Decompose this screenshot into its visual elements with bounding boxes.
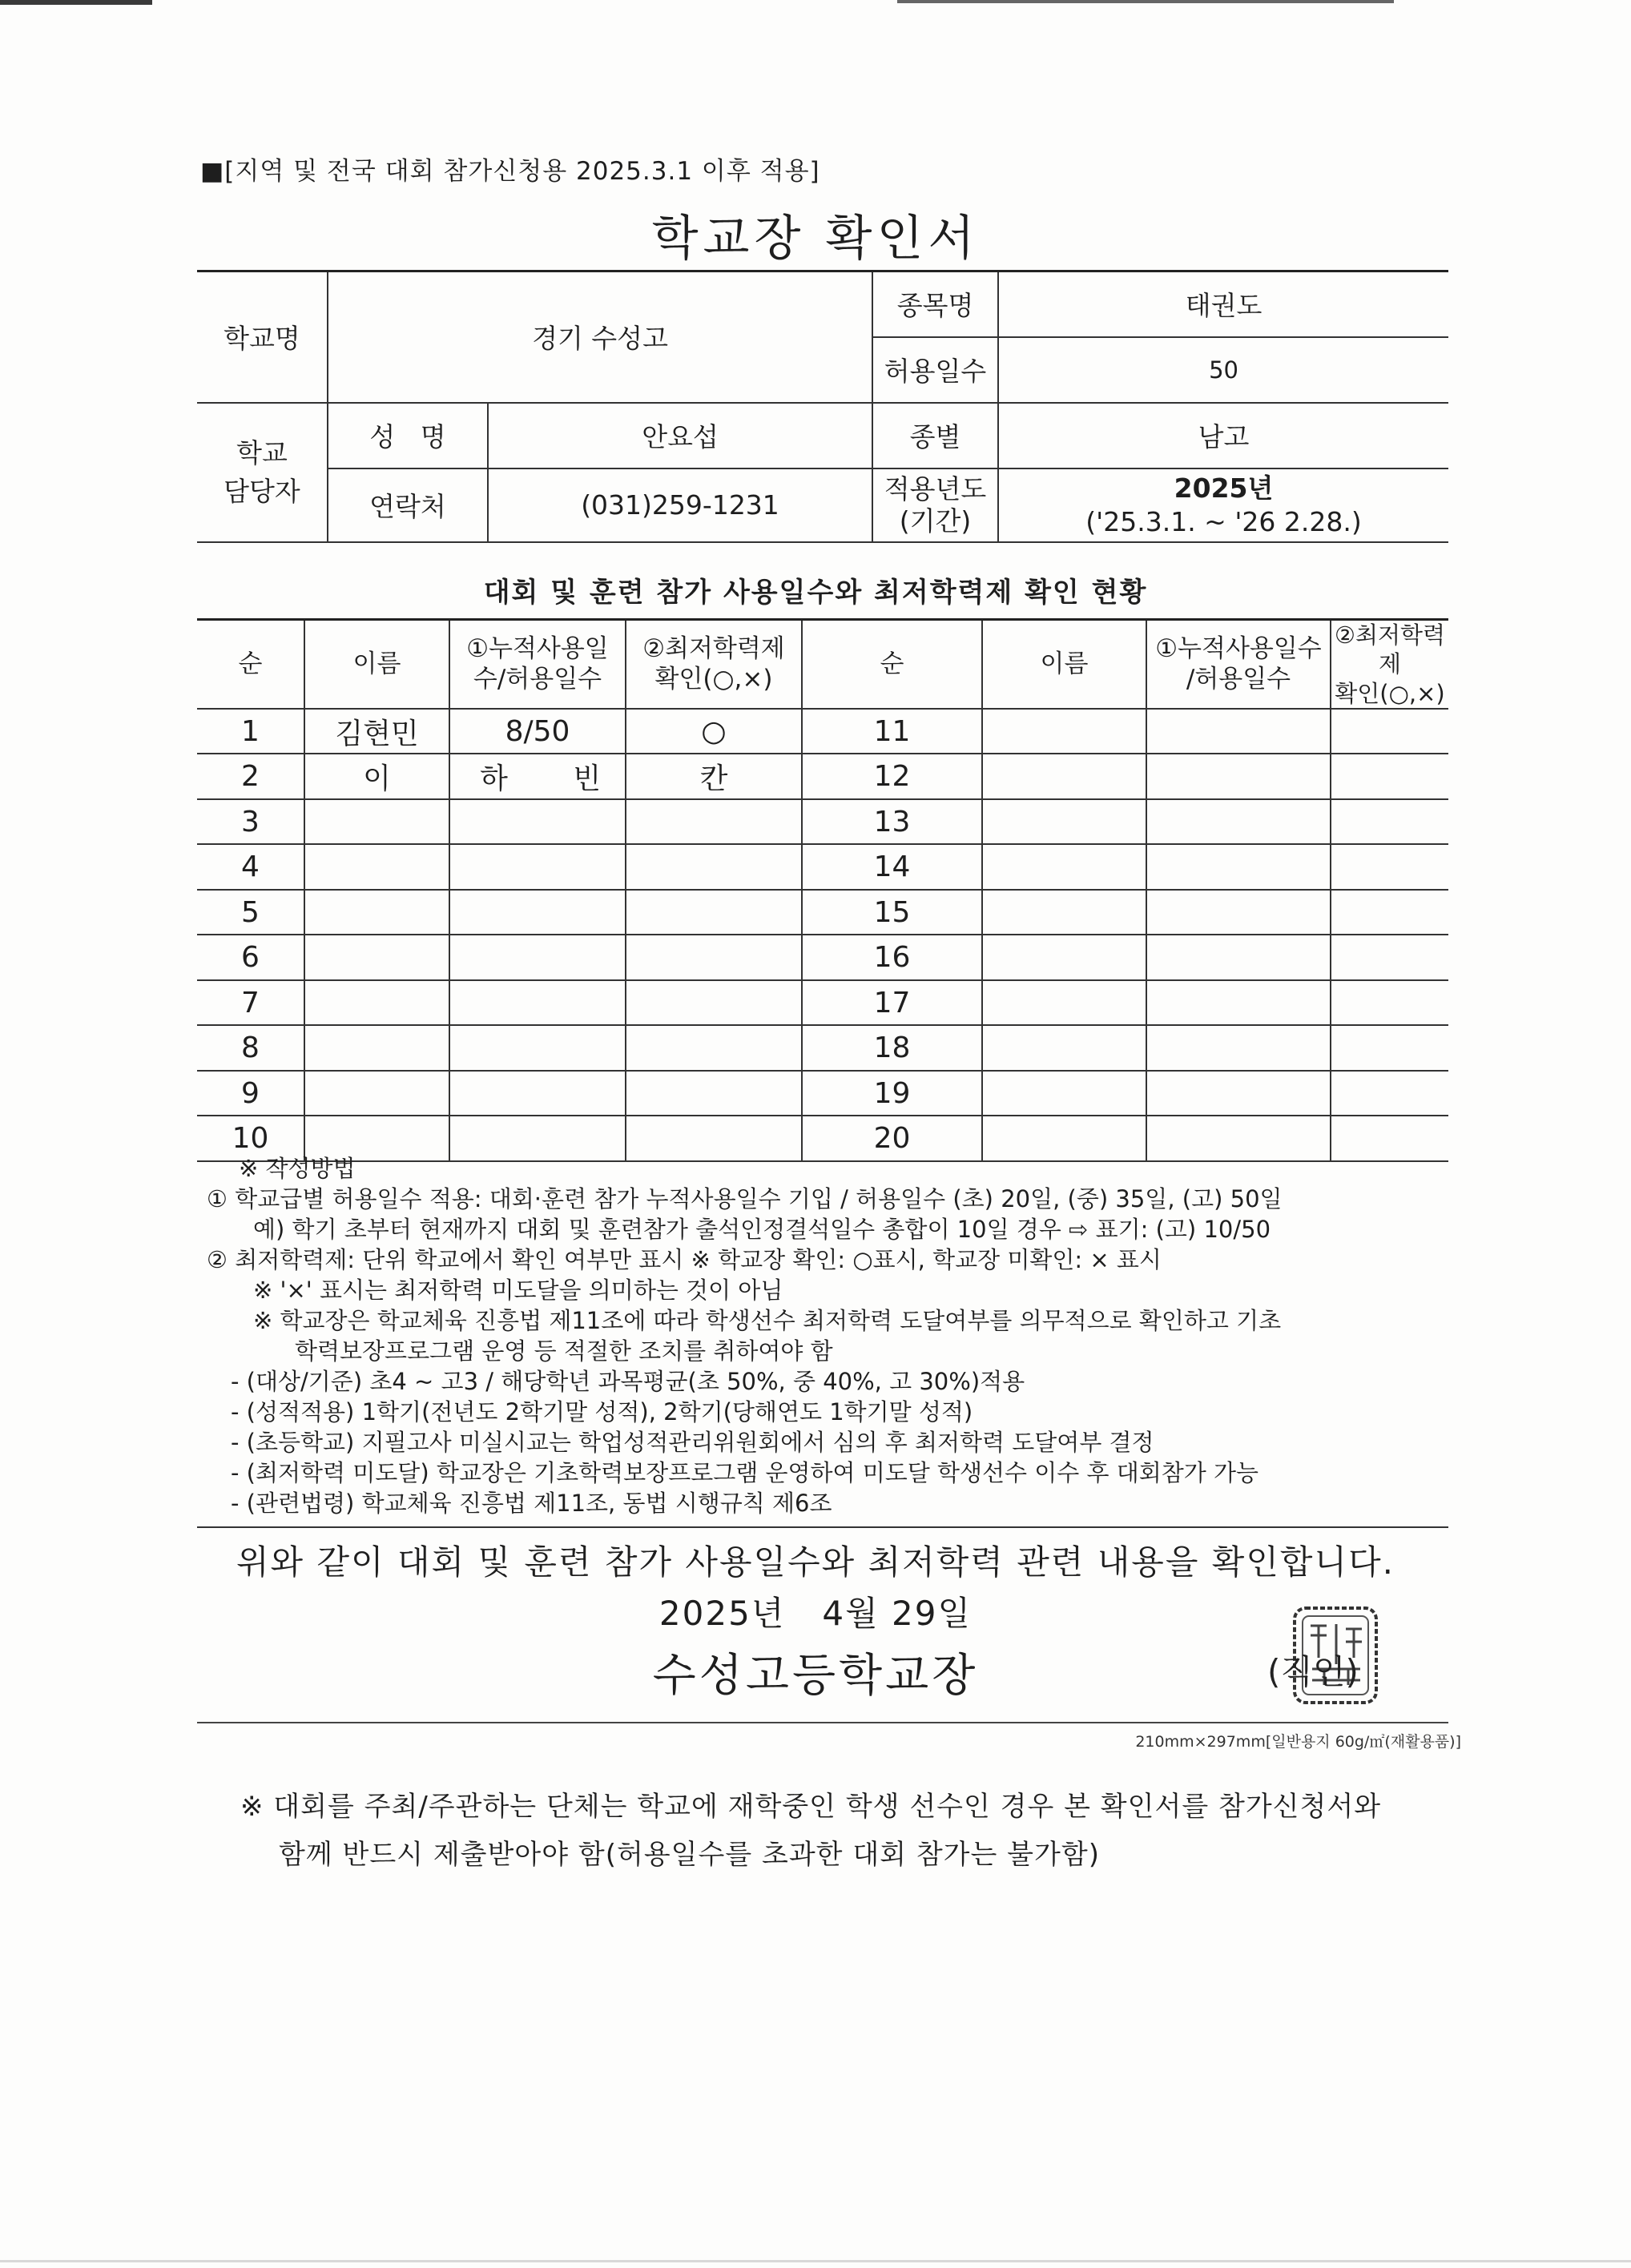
- header-days-line2: 수/허용일수: [473, 665, 602, 694]
- table-row: [197, 1025, 1448, 1071]
- scan-edge-mark: [0, 0, 152, 5]
- footer-notice: [240, 1783, 1381, 1879]
- header-no: 순: [197, 620, 304, 709]
- school-label: 학교명: [197, 271, 328, 403]
- cell-min: [626, 1071, 802, 1116]
- cell-days-mark-2: 빈: [573, 762, 601, 795]
- contact-value: (031)259-1231: [488, 468, 872, 542]
- cell-no: 2: [197, 754, 304, 799]
- table-row: [197, 709, 1448, 754]
- paper-spec: 210mm×297mm[일반용지 60g/㎡(재활용품)]: [1135, 1733, 1461, 1751]
- cell-days-right: [1146, 980, 1331, 1026]
- criteria-grades: - (성적적용) 1학기(전년도 2학기말 성적), 2학기(당해연도 1학기말 성적): [231, 1398, 973, 1426]
- cell-min: [626, 844, 802, 890]
- principal-name: 수성고등학교장: [652, 1650, 979, 1702]
- contact-label: 연락처: [328, 468, 488, 542]
- cell-min: [626, 980, 802, 1026]
- cell-min-right: [1331, 980, 1448, 1026]
- cell-no: 3: [197, 799, 304, 845]
- cell-min-right: [1331, 890, 1448, 935]
- cell-no: 9: [197, 1071, 304, 1116]
- cell-days: [449, 754, 626, 799]
- cell-name: [304, 980, 449, 1026]
- cell-no: 1: [197, 709, 304, 754]
- cell-days-right: [1146, 754, 1331, 799]
- allowed-days-label: 허용일수: [872, 337, 998, 403]
- cell-min: 칸: [626, 754, 802, 799]
- cell-no: 6: [197, 935, 304, 980]
- cell-no-right: 12: [802, 754, 982, 799]
- cell-name-right: [982, 980, 1146, 1026]
- header-name: 이름: [304, 620, 449, 709]
- cell-no-right: 20: [802, 1116, 982, 1161]
- cell-no-right: 13: [802, 799, 982, 845]
- name-value: 안요섭: [488, 403, 872, 468]
- cell-min-right: [1331, 935, 1448, 980]
- cell-days: [449, 1071, 626, 1116]
- seal-label: (직인): [1267, 1652, 1359, 1691]
- cell-days-right: [1146, 1071, 1331, 1116]
- cell-days: [449, 890, 626, 935]
- document-title: 학교장 확인서: [651, 211, 980, 267]
- divider: [197, 1526, 1448, 1528]
- header-days: [449, 620, 626, 709]
- cell-min: ○: [626, 709, 802, 754]
- cell-name-right: [982, 935, 1146, 980]
- gender-label: 종별: [872, 403, 998, 468]
- header-days-right-line1: ①누적사용일수: [1155, 633, 1322, 663]
- header-min-right-line2: 확인(○,×): [1335, 679, 1445, 707]
- staff-label: [197, 403, 328, 542]
- instruction-1-example: 예) 학기 초부터 현재까지 대회 및 훈련참가 출석인정결석일수 총합이 10일 경우 ⇨ 표기: (고) 10/50: [253, 1216, 1271, 1243]
- instruction-1: ① 학교급별 허용일수 적용: 대회·훈련 참가 누적사용일수 기입 / 허용일수 (초) 20일, (중) 35일, (고) 50일: [207, 1185, 1283, 1212]
- sport-value: 태권도: [998, 271, 1448, 337]
- cell-days: [449, 1025, 626, 1071]
- cell-no: 10: [197, 1116, 304, 1161]
- cell-name: [304, 890, 449, 935]
- cell-min-right: [1331, 1071, 1448, 1116]
- cell-no-right: 11: [802, 709, 982, 754]
- cell-days-right: [1146, 890, 1331, 935]
- cell-no: 4: [197, 844, 304, 890]
- cell-no-right: 19: [802, 1071, 982, 1116]
- header-days-line1: ①누적사용일: [466, 633, 609, 663]
- divider: [197, 1722, 1448, 1723]
- cell-days-right: [1146, 844, 1331, 890]
- cell-name: [304, 844, 449, 890]
- cell-min: [626, 1025, 802, 1071]
- confirmation-statement: 위와 같이 대회 및 훈련 참가 사용일수와 최저학력 관련 내용을 확인합니다.: [236, 1542, 1395, 1582]
- allowed-days-value: 50: [998, 337, 1448, 403]
- header-days-right: [1146, 620, 1331, 709]
- scan-edge-mark: [897, 0, 1394, 3]
- staff-label-line1: 학교: [236, 436, 288, 468]
- footer-line-2: 함께 반드시 제출받아야 함(허용일수를 초과한 대회 참가는 불가함): [279, 1839, 1100, 1871]
- header-min-right-line1: ②최저학력제: [1334, 621, 1446, 678]
- section-title: 대회 및 훈련 참가 사용일수와 최저학력제 확인 현황: [483, 577, 1148, 609]
- cell-name: [304, 1071, 449, 1116]
- year-label: [872, 468, 998, 542]
- cell-no-right: 17: [802, 980, 982, 1026]
- header-min: [626, 620, 802, 709]
- instructions: [207, 1153, 1456, 1518]
- cell-days-right: [1146, 709, 1331, 754]
- cell-days: [449, 935, 626, 980]
- footer-line-1: ※ 대회를 주최/주관하는 단체는 학교에 재학중인 학생 선수인 경우 본 확인서를 참가신청서와: [240, 1791, 1382, 1823]
- cell-name-right: [982, 1071, 1146, 1116]
- instruction-2-note-a: ※ '×' 표시는 최저학력 미도달을 의미하는 것이 아님: [253, 1277, 783, 1304]
- cell-days-right: [1146, 935, 1331, 980]
- name-label: 성 명: [328, 403, 488, 468]
- cell-name: [304, 799, 449, 845]
- cell-no-right: 16: [802, 935, 982, 980]
- cell-min-right: [1331, 709, 1448, 754]
- cell-min-right: [1331, 844, 1448, 890]
- table-row: [197, 1071, 1448, 1116]
- participation-table: [197, 618, 1448, 1162]
- cell-min: [626, 890, 802, 935]
- cell-no: 7: [197, 980, 304, 1026]
- cell-name-right: [982, 799, 1146, 845]
- cell-no: 5: [197, 890, 304, 935]
- cell-days-right: [1146, 1025, 1331, 1071]
- staff-label-line2: 담당자: [224, 475, 300, 507]
- cell-name: [304, 935, 449, 980]
- form-usage-note: ■[지역 및 전국 대회 참가신청용 2025.3.1 이후 적용]: [200, 157, 820, 186]
- cell-name-right: [982, 890, 1146, 935]
- cell-name: [304, 1025, 449, 1071]
- cell-min-right: [1331, 1025, 1448, 1071]
- cell-no-right: 18: [802, 1025, 982, 1071]
- cell-days: 8/50: [449, 709, 626, 754]
- instruction-2-note-b-cont: 학력보장프로그램 운영 등 적절한 조치를 취하여야 함: [295, 1337, 833, 1365]
- instruction-2-note-b: ※ 학교장은 학교체육 진흥법 제11조에 따라 학생선수 최저학력 도달여부를 의무적으로 확인하고 기초: [253, 1307, 1282, 1334]
- instructions-heading: ※ 작성방법: [239, 1155, 356, 1182]
- cell-min-right: [1331, 799, 1448, 845]
- cell-days: [449, 980, 626, 1026]
- school-info-table: [197, 270, 1448, 543]
- instruction-2: ② 최저학력제: 단위 학교에서 확인 여부만 표시 ※ 학교장 확인: ○표시, 학교장 미확인: × 표시: [207, 1246, 1162, 1273]
- cell-days-mark: 하: [480, 762, 508, 795]
- header-min-line2: 확인(○,×): [654, 665, 773, 694]
- year-value: 2025년: [1174, 472, 1274, 504]
- sport-label: 종목명: [872, 271, 998, 337]
- table-row: [197, 890, 1448, 935]
- table-row: [197, 935, 1448, 980]
- cell-name-right: [982, 754, 1146, 799]
- cell-no-right: 15: [802, 890, 982, 935]
- cell-min-right: [1331, 754, 1448, 799]
- header-no-right: 순: [802, 620, 982, 709]
- cell-name-right: [982, 709, 1146, 754]
- criteria-target: - (대상/기준) 초4 ~ 고3 / 해당학년 과목평균(초 50%, 중 40%, 고 30%)적용: [231, 1368, 1025, 1395]
- year-label-line2: (기간): [899, 505, 972, 537]
- cell-days-right: [1146, 799, 1331, 845]
- year-value-cell: [998, 468, 1448, 542]
- cell-days: [449, 844, 626, 890]
- table-row: [197, 754, 1448, 799]
- header-min-line1: ②최저학력제: [642, 633, 785, 663]
- cell-days: [449, 799, 626, 845]
- criteria-elementary: - (초등학교) 지필고사 미실시교는 학업성적관리위원회에서 심의 후 최저학력 도달여부 결정: [231, 1429, 1154, 1456]
- header-min-right: [1331, 620, 1448, 709]
- cell-min: [626, 799, 802, 845]
- cell-name: 이: [304, 754, 449, 799]
- issue-date: 2025년 4월 29일: [658, 1594, 973, 1633]
- gender-value: 남고: [998, 403, 1448, 468]
- cell-name-right: [982, 1025, 1146, 1071]
- criteria-unmet: - (최저학력 미도달) 학교장은 기초학력보장프로그램 운영하여 미도달 학생선수 이수 후 대회참가 가능: [231, 1459, 1259, 1486]
- table-row: [197, 980, 1448, 1026]
- header-days-right-line2: /허용일수: [1186, 665, 1291, 694]
- year-label-line1: 적용년도: [884, 472, 987, 505]
- cell-no-right: 14: [802, 844, 982, 890]
- cell-name: 김현민: [304, 709, 449, 754]
- school-value: 경기 수성고: [328, 271, 872, 403]
- table-row: [197, 844, 1448, 890]
- cell-name-right: [982, 844, 1146, 890]
- cell-min: [626, 935, 802, 980]
- criteria-law: - (관련법령) 학교체육 진흥법 제11조, 동법 시행규칙 제6조: [231, 1490, 832, 1517]
- scan-edge-mark: [0, 2260, 1631, 2262]
- cell-no: 8: [197, 1025, 304, 1071]
- header-name-right: 이름: [982, 620, 1146, 709]
- period-value: ('25.3.1. ~ '26 2.28.): [1085, 505, 1362, 537]
- table-row: [197, 799, 1448, 845]
